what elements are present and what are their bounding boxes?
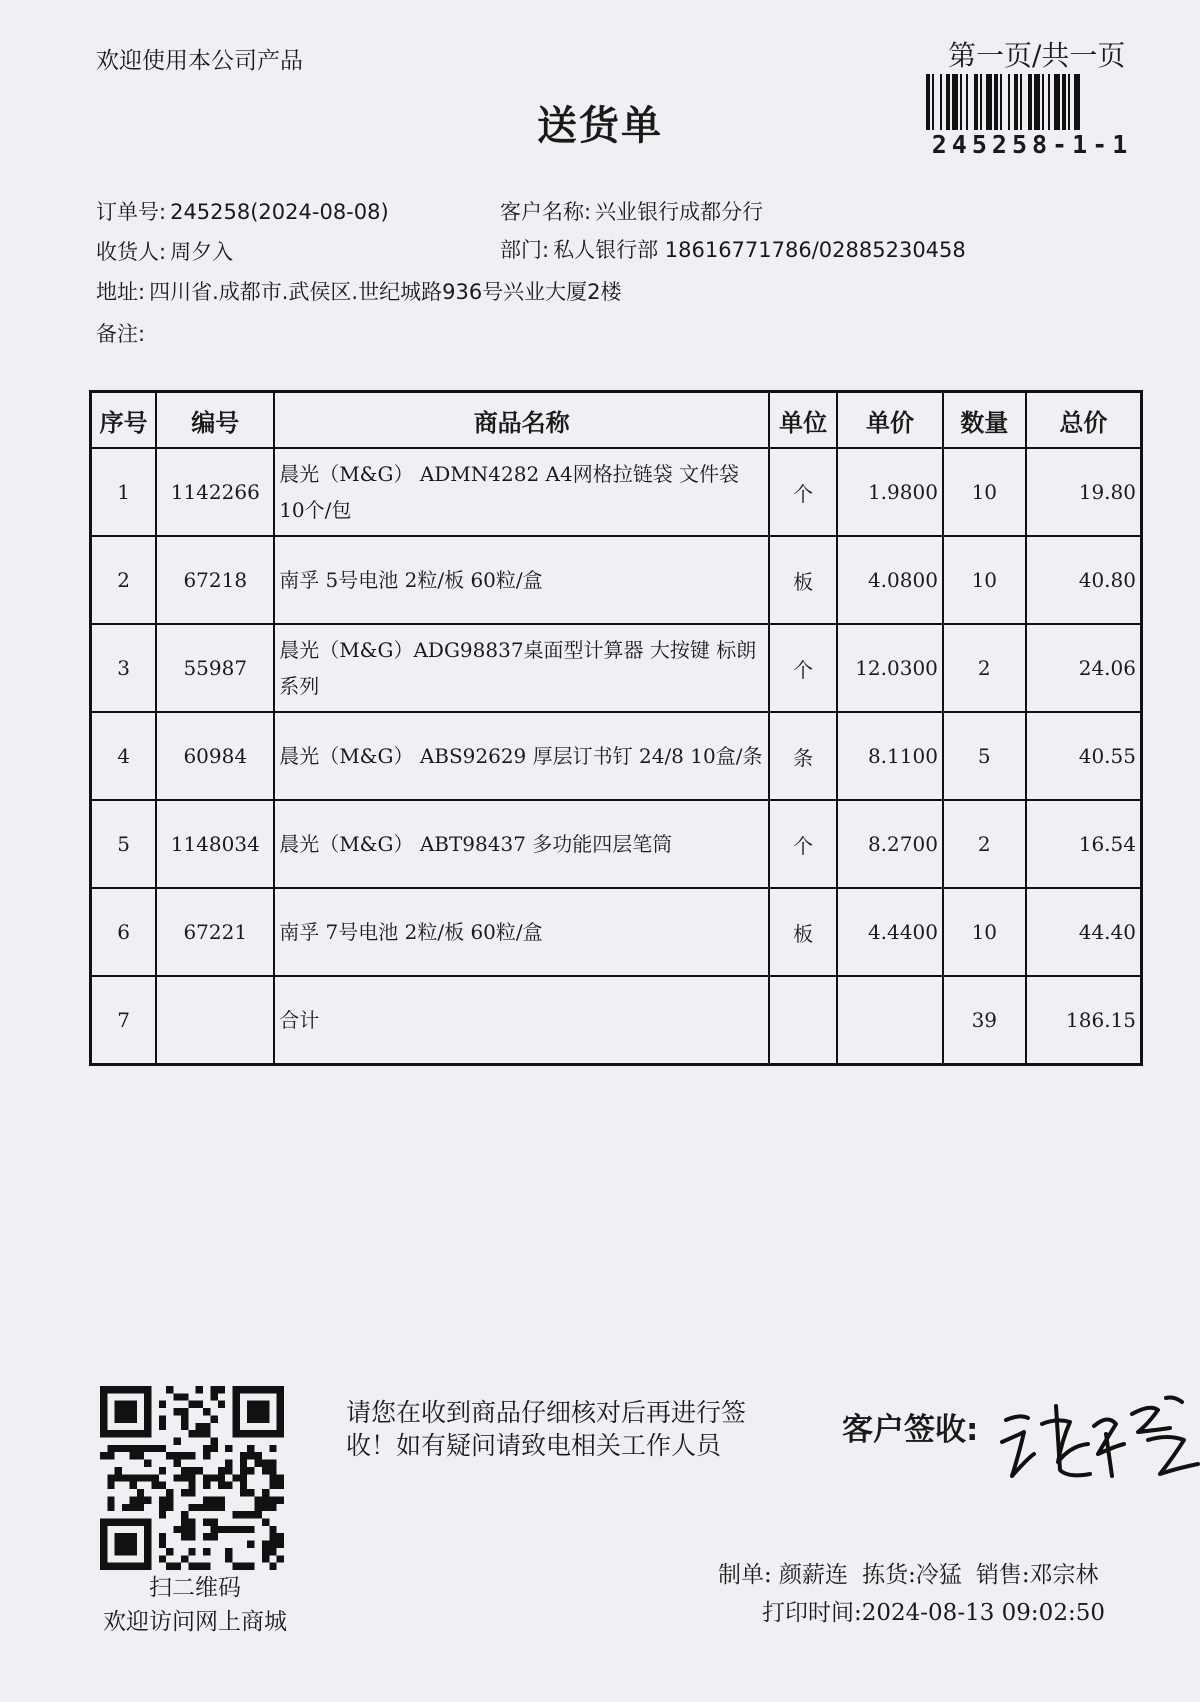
cell-code: 67218 [156, 536, 274, 624]
table-row [91, 712, 1142, 800]
cell-total: 19.80 [1026, 448, 1142, 536]
cell-unit: 条 [769, 712, 837, 800]
cell-product-name: 南孚 7号电池 2粒/板 60粒/盒 [274, 888, 769, 976]
cell-index: 3 [91, 624, 157, 712]
cell-unit-price [837, 976, 943, 1065]
cell-unit [769, 976, 837, 1065]
barcode-graphic [924, 74, 1140, 130]
table-row [91, 536, 1142, 624]
maker: 制单: 颜薪连 [718, 1562, 849, 1588]
cell-total-quantity: 39 [943, 976, 1026, 1065]
welcome-text: 欢迎使用本公司产品 [96, 48, 303, 74]
table-total-row [91, 976, 1142, 1065]
cell-total: 40.80 [1026, 536, 1142, 624]
cell-product-name: 晨光（M&G） ABS92629 厚层订书钉 24/8 10盒/条 [274, 712, 769, 800]
print-time: 打印时间:2024-08-13 09:02:50 [762, 1600, 1105, 1626]
qr-code-icon [100, 1386, 284, 1570]
cell-quantity: 10 [943, 536, 1026, 624]
cell-product-name: 晨光（M&G） ABT98437 多功能四层笔筒 [274, 800, 769, 888]
cell-quantity: 10 [943, 448, 1026, 536]
customer-sign-label: 客户签收: [842, 1412, 979, 1448]
customer-name-label: 客户名称: [500, 200, 592, 224]
cell-code: 67221 [156, 888, 274, 976]
remark-label: 备注: [96, 322, 146, 346]
cell-index: 6 [91, 888, 157, 976]
order-number-label: 订单号: [96, 200, 167, 224]
cell-code: 1148034 [156, 800, 274, 888]
cell-unit: 个 [769, 448, 837, 536]
header-total: 总价 [1026, 392, 1142, 449]
cell-index: 1 [91, 448, 157, 536]
table-row [91, 448, 1142, 536]
table-row [91, 624, 1142, 712]
cell-total-label: 合计 [274, 976, 769, 1065]
header-code: 编号 [156, 392, 274, 449]
receiver-label: 收货人: [96, 240, 167, 264]
cell-unit: 板 [769, 536, 837, 624]
address [96, 276, 622, 306]
address-value: 四川省.成都市.武侯区.世纪城路936号兴业大厦2楼 [149, 280, 622, 304]
staff-info [718, 1556, 1113, 1589]
cell-quantity: 10 [943, 888, 1026, 976]
cell-unit-price: 4.4400 [837, 888, 943, 976]
header-quantity: 数量 [943, 392, 1026, 449]
cell-code: 60984 [156, 712, 274, 800]
cell-code: 55987 [156, 624, 274, 712]
cell-product-name: 晨光（M&G）ADG98837桌面型计算器 大按键 标朗系列 [274, 624, 769, 712]
sales: 销售:邓宗林 [975, 1562, 1099, 1588]
cell-unit: 板 [769, 888, 837, 976]
cell-total: 40.55 [1026, 712, 1142, 800]
cell-unit-price: 12.0300 [837, 624, 943, 712]
cell-unit-price: 8.2700 [837, 800, 943, 888]
qr-caption-scan: 扫二维码 [149, 1575, 241, 1601]
header-unit-price: 单价 [837, 392, 943, 449]
cell-quantity: 2 [943, 800, 1026, 888]
header-product-name: 商品名称 [274, 392, 769, 449]
customer-name-value: 兴业银行成都分行 [595, 200, 764, 224]
page-info: 第一页/共一页 [948, 39, 1126, 72]
cell-quantity: 2 [943, 624, 1026, 712]
order-number-value: 245258(2024-08-08) [170, 200, 389, 224]
header-unit: 单位 [769, 392, 837, 449]
table-row [91, 888, 1142, 976]
handwritten-signature [998, 1384, 1200, 1494]
receiver [96, 236, 233, 266]
cell-index: 5 [91, 800, 157, 888]
cell-code [156, 976, 274, 1065]
cell-index: 2 [91, 536, 157, 624]
cell-unit-price: 8.1100 [837, 712, 943, 800]
header-index: 序号 [91, 392, 157, 449]
barcode-number: 245258-1-1 [931, 130, 1133, 159]
department-value: 私人银行部 18616771786/02885230458 [553, 238, 966, 262]
cell-unit: 个 [769, 624, 837, 712]
qr-caption-visit: 欢迎访问网上商城 [103, 1609, 287, 1635]
table-header-row [91, 392, 1142, 449]
table-row [91, 800, 1142, 888]
receipt-notice: 请您在收到商品仔细核对后再进行签收！如有疑问请致电相关工作人员 [346, 1398, 747, 1460]
cell-total: 16.54 [1026, 800, 1142, 888]
department-label: 部门: [500, 238, 550, 262]
cell-unit-price: 1.9800 [837, 448, 943, 536]
department [500, 234, 966, 264]
document-title: 送货单 [537, 102, 663, 149]
picker: 拣货:冷猛 [862, 1562, 962, 1588]
receiver-value: 周夕入 [170, 240, 234, 264]
cell-grand-total: 186.15 [1026, 976, 1142, 1065]
cell-product-name: 晨光（M&G） ADMN4282 A4网格拉链袋 文件袋10个/包 [274, 448, 769, 536]
remark [96, 318, 149, 348]
cell-total: 24.06 [1026, 624, 1142, 712]
address-label: 地址: [96, 280, 146, 304]
cell-product-name: 南孚 5号电池 2粒/板 60粒/盒 [274, 536, 769, 624]
cell-index: 4 [91, 712, 157, 800]
cell-index: 7 [91, 976, 157, 1065]
cell-unit-price: 4.0800 [837, 536, 943, 624]
order-number [96, 196, 389, 226]
customer-name [500, 196, 763, 226]
cell-code: 1142266 [156, 448, 274, 536]
cell-unit: 个 [769, 800, 837, 888]
cell-total: 44.40 [1026, 888, 1142, 976]
goods-table [89, 390, 1143, 1066]
cell-quantity: 5 [943, 712, 1026, 800]
